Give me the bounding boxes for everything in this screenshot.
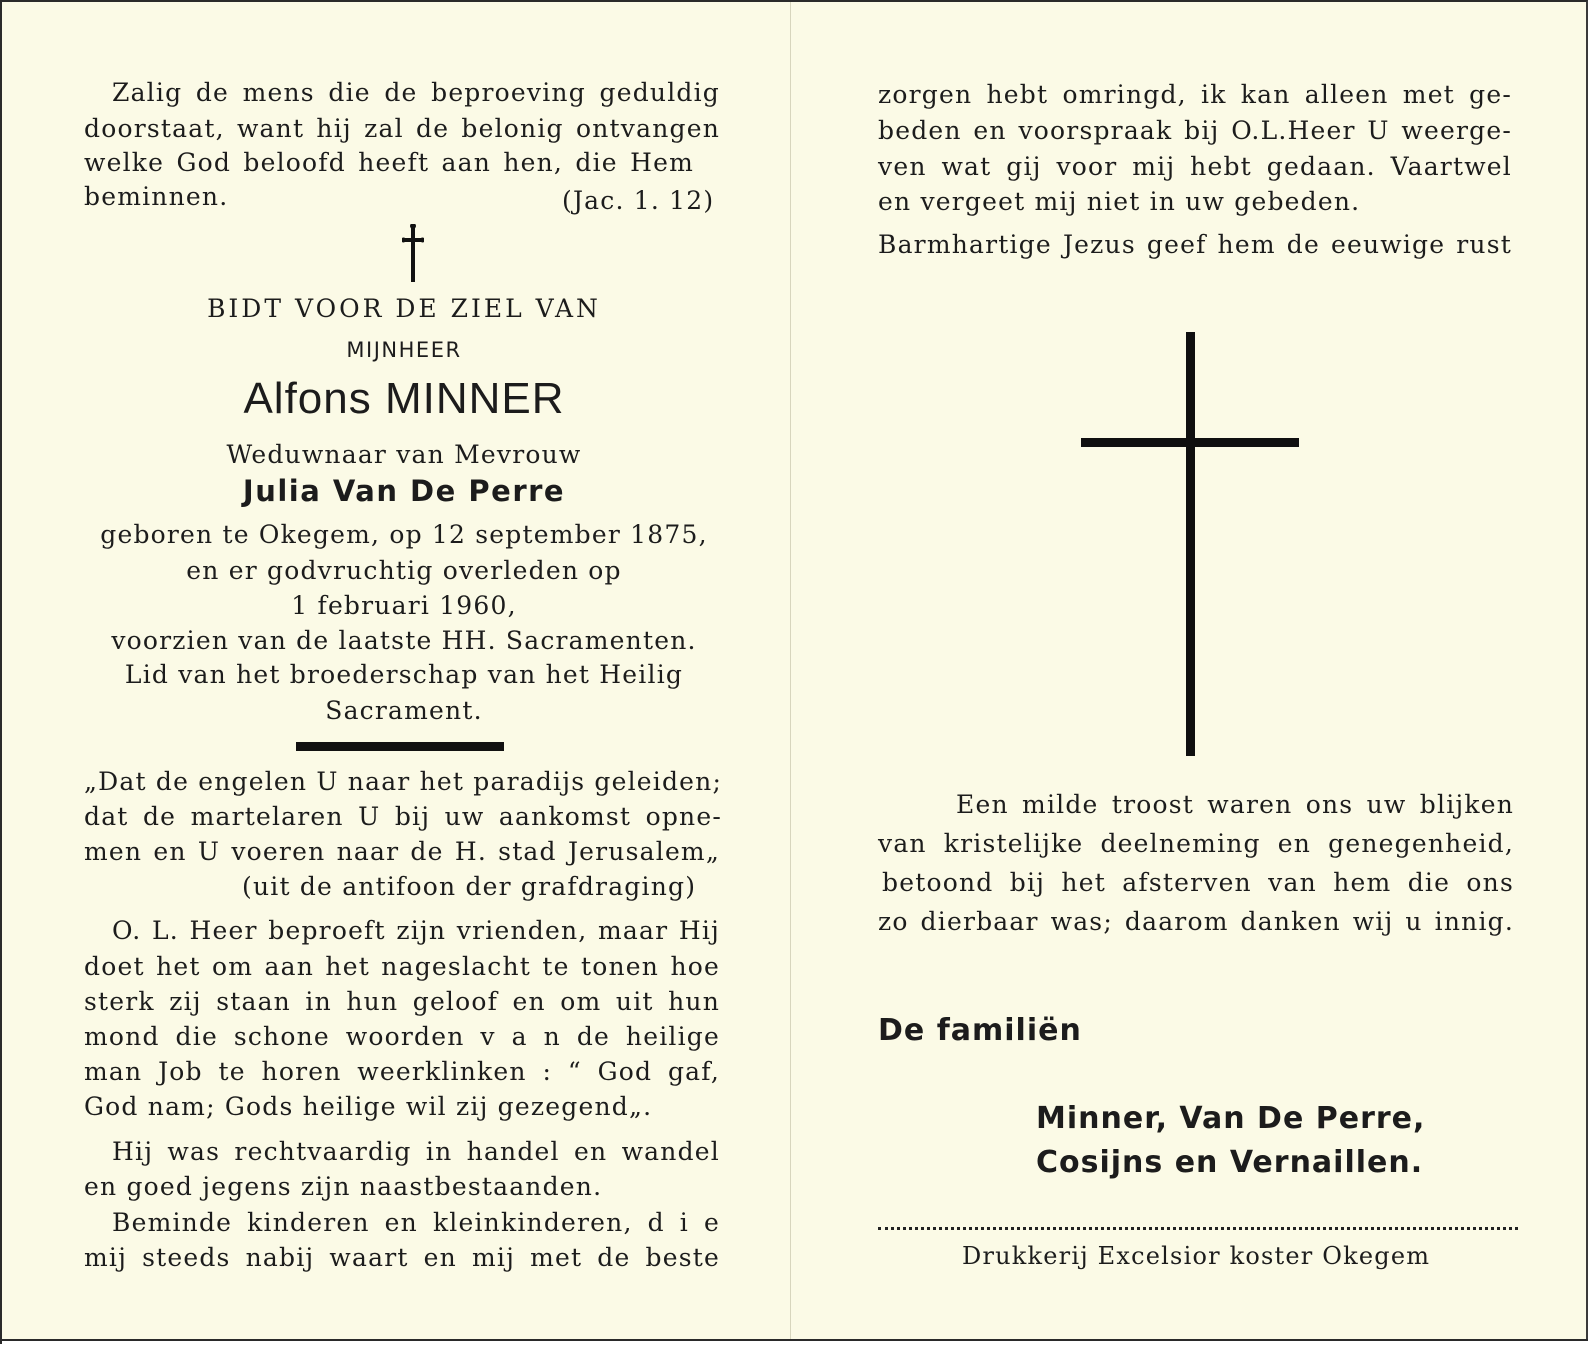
prayer-line: Barmhartige Jezus geef hem de eeuwige rust <box>878 230 1512 259</box>
verse-line: doorstaat, want hij zal de belonig ontvangen <box>84 114 720 143</box>
dotted-separator <box>878 1227 1518 1230</box>
thanks-line: betoond bij het afsterven van hem die ons <box>882 868 1514 897</box>
bio-line: voorzien van de laatste HH. Sacramenten. <box>111 626 697 655</box>
large-cross-icon <box>1081 332 1299 756</box>
children-line: mij steeds nabij waart en mij met de beste <box>84 1243 720 1272</box>
job-line: doet het om aan het nageslacht te tonen hoe <box>84 952 720 981</box>
antiphon-line: dat de martelaren U bij uw aankomst opne- <box>84 802 722 831</box>
printer-credit: Drukkerij Excelsior koster Okegem <box>962 1242 1431 1270</box>
widower-line: Weduwnaar van Mevrouw <box>226 440 582 469</box>
continuation-line: beden en voorspraak bij O.L.Heer U weerge- <box>878 116 1512 145</box>
righteous-line: Hij was rechtvaardig in handel en wandel <box>112 1137 720 1166</box>
verse-reference: (Jac. 1. 12) <box>562 186 715 215</box>
card-bottom-edge <box>2 1339 1588 1346</box>
bio-line: Lid van het broederschap van het Heilig <box>124 660 684 689</box>
verse-line: beminnen. <box>84 182 229 211</box>
pray-heading: BIDT VOOR DE ZIEL VAN <box>207 294 601 323</box>
right-panel <box>878 2 1518 1338</box>
continuation-line: en vergeet mij niet in uw gebeden. <box>878 187 1361 216</box>
bio-line: 1 februari 1960, <box>291 591 517 620</box>
bio-line: geboren te Okegem, op 12 september 1875, <box>100 520 708 549</box>
job-line: sterk zij staan in hun geloof en om uit hun <box>84 987 720 1016</box>
families-heading: De familiën <box>878 1013 1082 1048</box>
antiphon-source: (uit de antifoon der grafdraging) <box>242 872 697 901</box>
children-line: Beminde kinderen en kleinkinderen, d i e <box>112 1208 720 1237</box>
job-line: mond die schone woorden v a n de heilige <box>84 1022 720 1051</box>
deceased-name: Alfons MINNER <box>243 374 565 423</box>
thanks-line: zo dierbaar was; daarom danken wij u innig. <box>878 907 1514 936</box>
job-line: God nam; Gods heilige wil zij gezegend„. <box>84 1092 653 1121</box>
fold-line <box>790 2 791 1346</box>
antiphon-line: „Dat de engelen U naar het paradijs geleiden; <box>84 767 723 796</box>
continuation-line: zorgen hebt omringd, ik kan alleen met ge- <box>878 80 1512 109</box>
job-line: O. L. Heer beproeft zijn vrienden, maar Hij <box>112 916 720 945</box>
thanks-line: Een milde troost waren ons uw blijken <box>956 790 1514 819</box>
job-line: man Job te horen weerklinken : “ God gaf, <box>84 1057 720 1086</box>
families-line: Minner, Van De Perre, <box>1036 1101 1426 1136</box>
bio-line: Sacrament. <box>325 696 483 725</box>
antiphon-line: men en U voeren naar de H. stad Jerusalem„ <box>84 837 720 866</box>
honorific: MIJNHEER <box>346 338 462 362</box>
bio-line: en er godvruchtig overleden op <box>186 556 622 585</box>
thanks-line: van kristelijke deelneming en genegenheid, <box>878 829 1514 858</box>
divider-rule <box>296 742 504 751</box>
continuation-line: ven wat gij voor mij hebt gedaan. Vaartwel <box>878 152 1512 181</box>
small-cross-icon <box>402 224 424 282</box>
righteous-line: en goed jegens zijn naastbestaanden. <box>84 1172 603 1201</box>
verse-line: welke God beloofd heeft aan hen, die Hem <box>84 148 694 177</box>
verse-line: Zalig de mens die de beproeving geduldig <box>112 78 720 107</box>
families-line: Cosijns en Vernaillen. <box>1036 1145 1424 1180</box>
wife-name: Julia Van De Perre <box>242 474 566 508</box>
left-panel <box>84 2 724 1338</box>
